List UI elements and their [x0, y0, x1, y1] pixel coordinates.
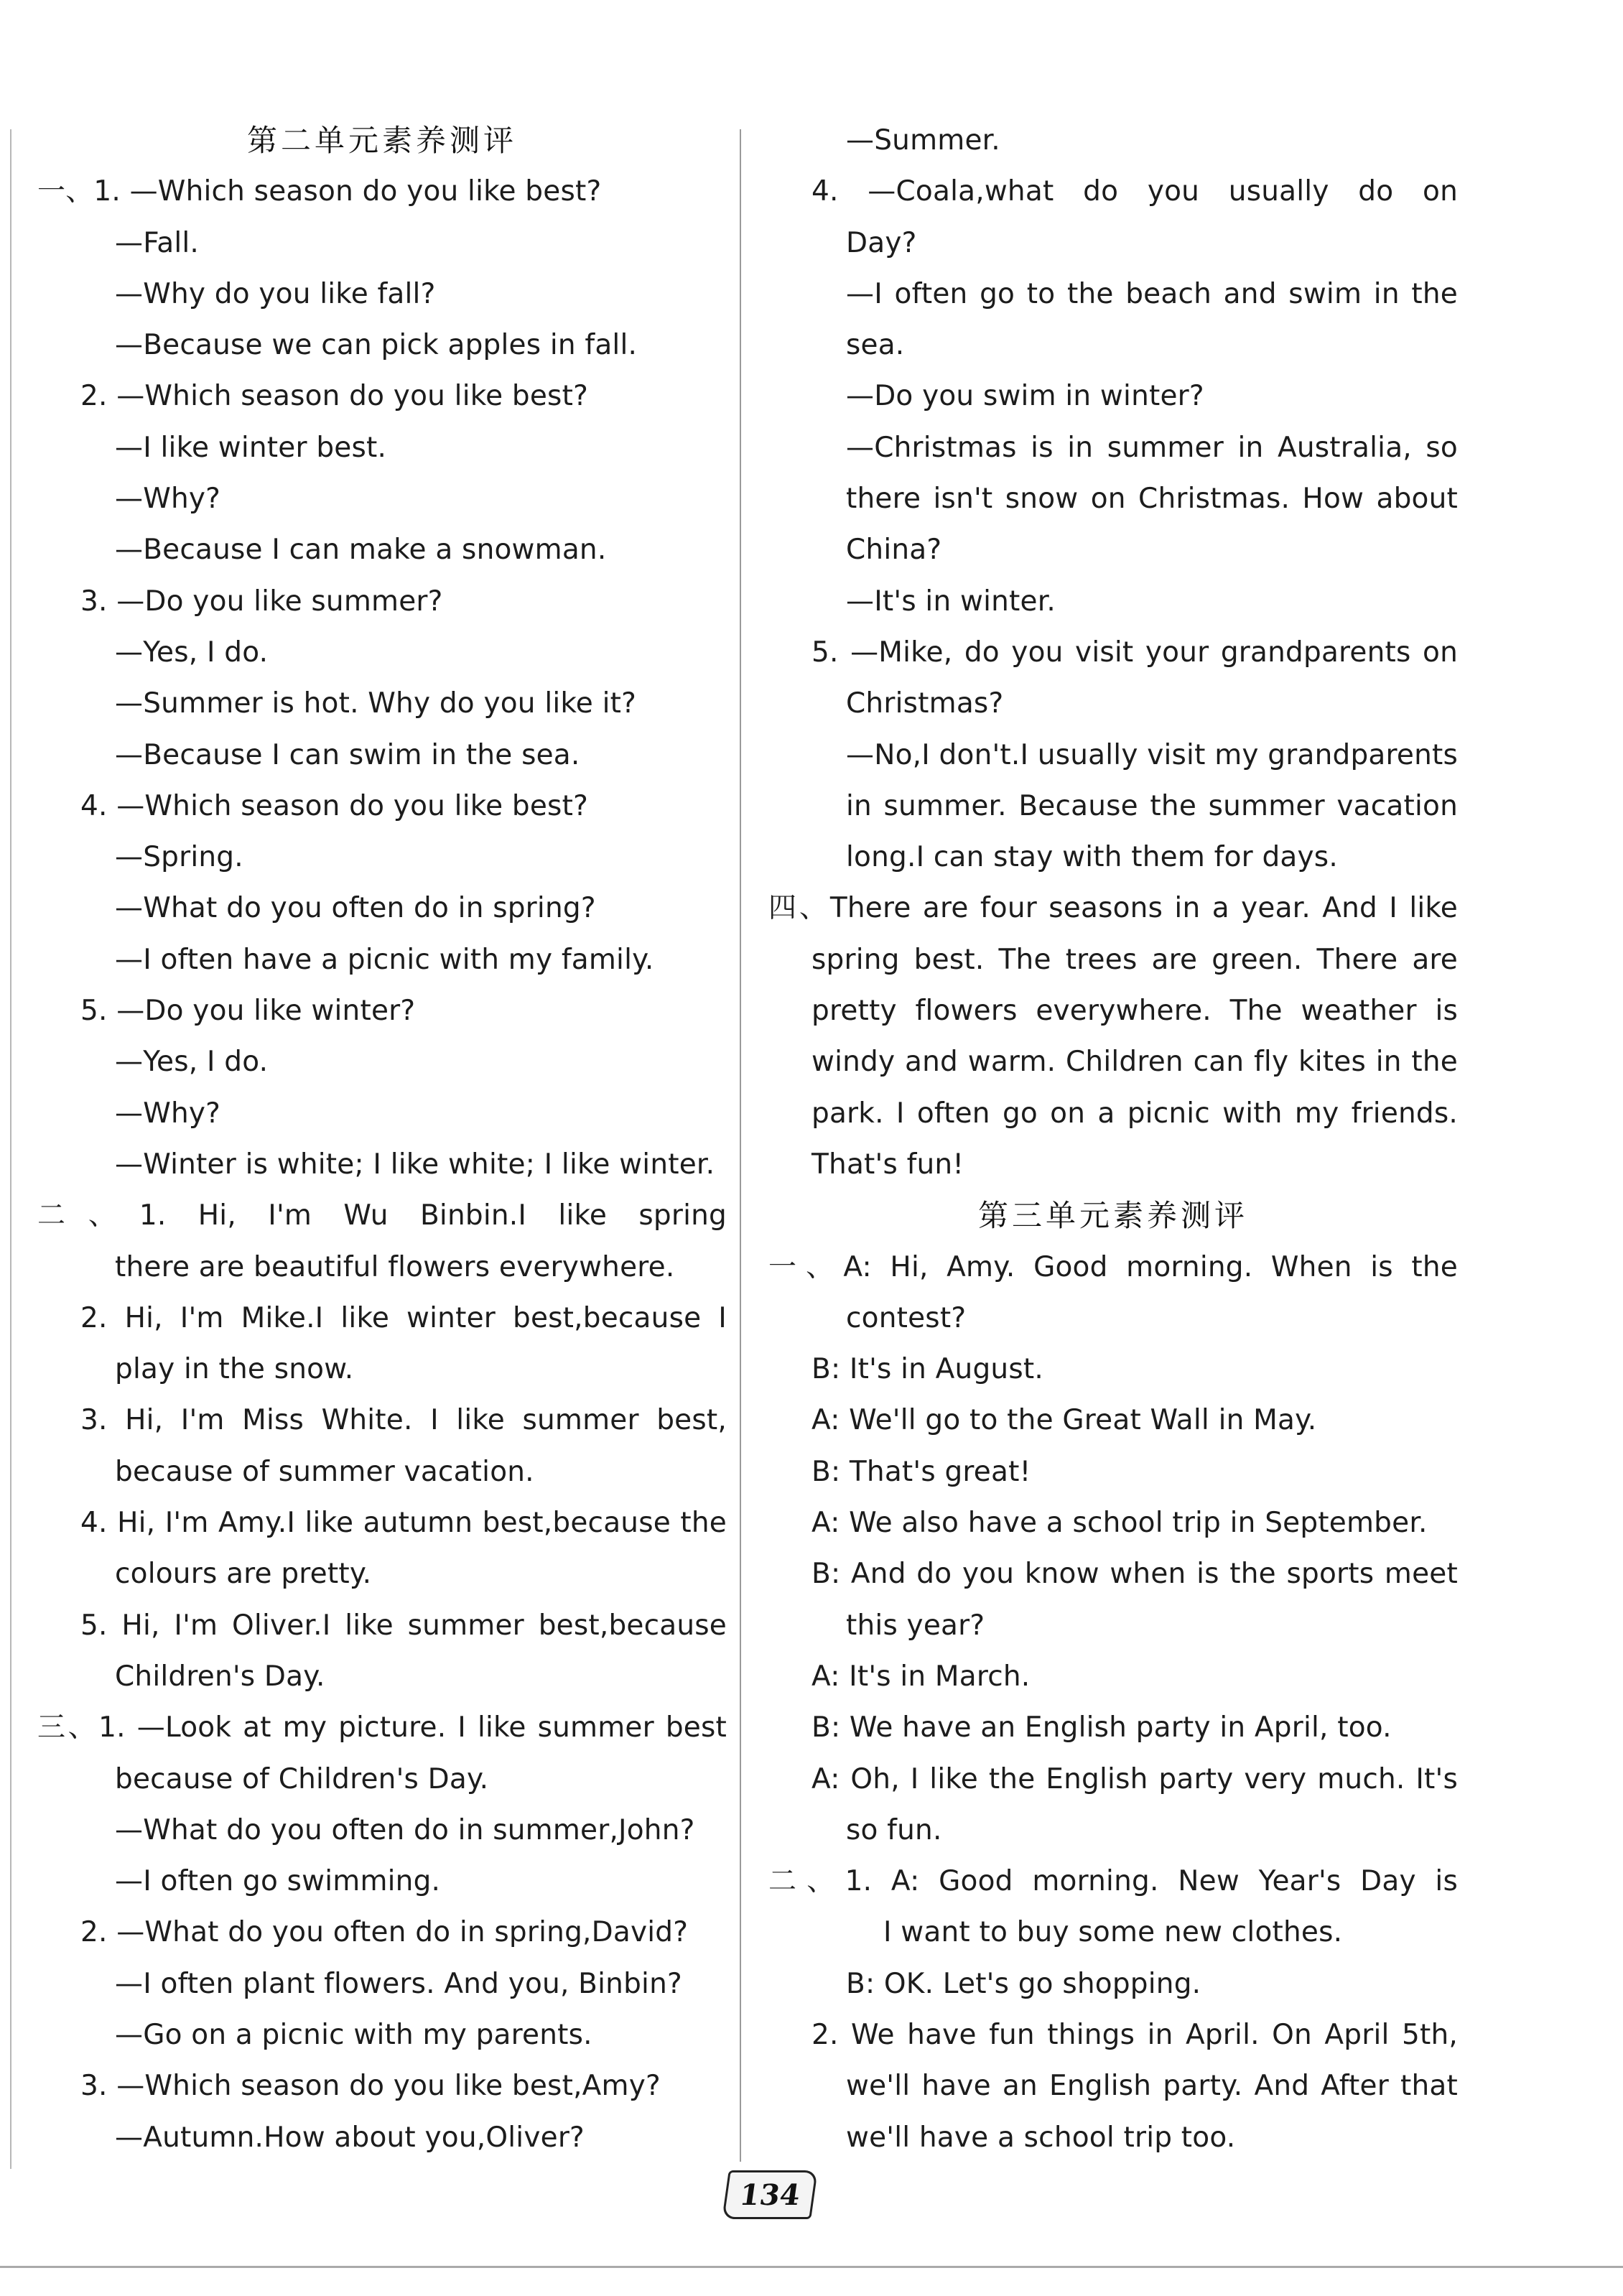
left-column: [37, 115, 727, 2163]
answer-line: park. I often go on a picnic with my friends.: [812, 1097, 1458, 1130]
answer-line: 2. —Which season do you like best?: [80, 380, 588, 413]
answer-line: —What do you often do in summer,John?: [115, 1813, 695, 1846]
unit3-title: 第三单元素养测评: [977, 1198, 1248, 1234]
answer-line: we'll have a school trip too.: [846, 2121, 1236, 2154]
answer-line: —Fall.: [115, 226, 200, 259]
answer-line: 一、1. —Which season do you like best?: [37, 175, 602, 208]
answer-line: —I often go swimming.: [115, 1865, 441, 1898]
answer-line: 4. Hi, I'm Amy.I like autumn best,because the: [80, 1507, 727, 1540]
answer-line: —I often have a picnic with my family.: [115, 943, 654, 976]
answer-line: 二、1. Hi, I'm Wu Binbin.I like spring: [37, 1199, 727, 1232]
answer-line: 4. —Which season do you like best?: [80, 789, 588, 822]
answer-line: windy and warm. Children can fly kites in the: [812, 1046, 1458, 1079]
answer-line: 3. Hi, I'm Miss White. I like summer best,: [80, 1404, 727, 1437]
answer-line: Children's Day.: [115, 1660, 325, 1693]
page-edge-line: [10, 129, 11, 2169]
answer-line: in summer. Because the summer vacation: [846, 789, 1458, 822]
answer-line: B: It's in August.: [812, 1353, 1043, 1386]
answer-line: China?: [846, 534, 942, 567]
answer-line: I want to buy some new clothes.: [883, 1916, 1343, 1949]
answer-line: B: That's great!: [812, 1455, 1031, 1488]
answer-line: long.I can stay with them for days.: [846, 841, 1338, 874]
answer-line: 5. —Do you like winter?: [80, 995, 416, 1028]
answer-line: —Because I can swim in the sea.: [115, 738, 580, 771]
answer-line: —Winter is white; I like white; I like winter.: [115, 1148, 715, 1181]
unit2-answer-list: [37, 166, 727, 2163]
answer-line: this year?: [846, 1609, 985, 1642]
answer-line: 三、1. —Look at my picture. I like summer best: [37, 1711, 727, 1744]
answer-line: —Why?: [115, 483, 221, 516]
answer-line: —Summer.: [846, 124, 1000, 157]
page-number-badge: [722, 2170, 818, 2219]
answer-line: A: Oh, I like the English party very much. It's: [812, 1762, 1458, 1795]
answer-line: 2. We have fun things in April. On April 5th,: [812, 2018, 1458, 2051]
answer-line: 3. —Which season do you like best,Amy?: [80, 2070, 661, 2103]
answer-line: 2. Hi, I'm Mike.I like winter best,because I: [80, 1301, 727, 1334]
answer-line: 二、1. A: Good morning. New Year's Day is: [768, 1865, 1458, 1898]
answer-line: 一、A: Hi, Amy. Good morning. When is the: [768, 1250, 1458, 1283]
answer-line: 2. —What do you often do in spring,David?: [80, 1916, 689, 1949]
unit2-title: 第二单元素养测评: [246, 123, 517, 158]
answer-line: there isn't snow on Christmas. How about: [846, 483, 1458, 516]
answer-line: play in the snow.: [115, 1353, 354, 1386]
unit2-answer-list-continued: [768, 115, 1458, 1190]
answer-line: contest?: [846, 1301, 967, 1334]
answer-line: —I often plant flowers. And you, Binbin?: [115, 1967, 682, 2000]
answer-line: Day?: [846, 226, 917, 259]
answer-line: A: We'll go to the Great Wall in May.: [812, 1404, 1317, 1437]
answer-line: —Why do you like fall?: [115, 277, 436, 310]
answer-line: we'll have an English party. And After that: [846, 2070, 1458, 2103]
answer-line: 3. —Do you like summer?: [80, 585, 443, 618]
answer-line: —Spring.: [115, 841, 243, 874]
answer-line: —Because we can pick apples in fall.: [115, 329, 638, 362]
unit3-answer-list: [768, 1242, 1458, 2163]
answer-line: because of summer vacation.: [115, 1455, 534, 1488]
answer-line: Christmas?: [846, 687, 1004, 720]
answer-line: A: It's in March.: [812, 1660, 1031, 1693]
answer-line: —Christmas is in summer in Australia, so: [846, 431, 1458, 464]
answer-line: colours are pretty.: [115, 1558, 372, 1591]
answer-line: there are beautiful flowers everywhere.: [115, 1250, 675, 1283]
answer-line: because of Children's Day.: [115, 1762, 489, 1795]
answer-line: 4. —Coala,what do you usually do on: [812, 175, 1458, 208]
answer-line: —Summer is hot. Why do you like it?: [115, 687, 637, 720]
answer-line: pretty flowers everywhere. The weather is: [812, 995, 1458, 1028]
answer-line: B: OK. Let's go shopping.: [846, 1967, 1201, 2000]
answer-line: —Why?: [115, 1097, 221, 1130]
answer-line: so fun.: [846, 1813, 942, 1846]
page-number: 134: [737, 2178, 803, 2212]
answer-line: B: And do you know when is the sports meet: [812, 1558, 1458, 1591]
answer-line: B: We have an English party in April, too.: [812, 1711, 1392, 1744]
answer-line: 5. Hi, I'm Oliver.I like summer best,because: [80, 1609, 727, 1642]
answer-line: —I like winter best.: [115, 431, 387, 464]
answer-line: sea.: [846, 329, 905, 362]
answer-line: spring best. The trees are green. There are: [812, 943, 1458, 976]
answer-line: —Because I can make a snowman.: [115, 534, 607, 567]
answer-line: —I often go to the beach and swim in the: [846, 277, 1458, 310]
answer-line: 四、There are four seasons in a year. And I like: [768, 892, 1458, 925]
answer-line: 5. —Mike, do you visit your grandparents on: [812, 636, 1458, 669]
answer-line: —Yes, I do.: [115, 636, 269, 669]
bottom-rule: [0, 2266, 1623, 2268]
answer-line: —It's in winter.: [846, 585, 1056, 618]
answer-line: A: We also have a school trip in September.: [812, 1507, 1428, 1540]
right-column: [768, 115, 1458, 2163]
answer-line: —Do you swim in winter?: [846, 380, 1204, 413]
answer-line: —What do you often do in spring?: [115, 892, 596, 925]
answer-line: That's fun!: [812, 1148, 964, 1181]
answer-line: —Yes, I do.: [115, 1046, 269, 1079]
answer-line: —Go on a picnic with my parents.: [115, 2018, 592, 2051]
column-divider: [740, 129, 741, 2162]
answer-line: —Autumn.How about you,Oliver?: [115, 2121, 585, 2154]
answer-line: —No,I don't.I usually visit my grandparents: [846, 738, 1458, 771]
